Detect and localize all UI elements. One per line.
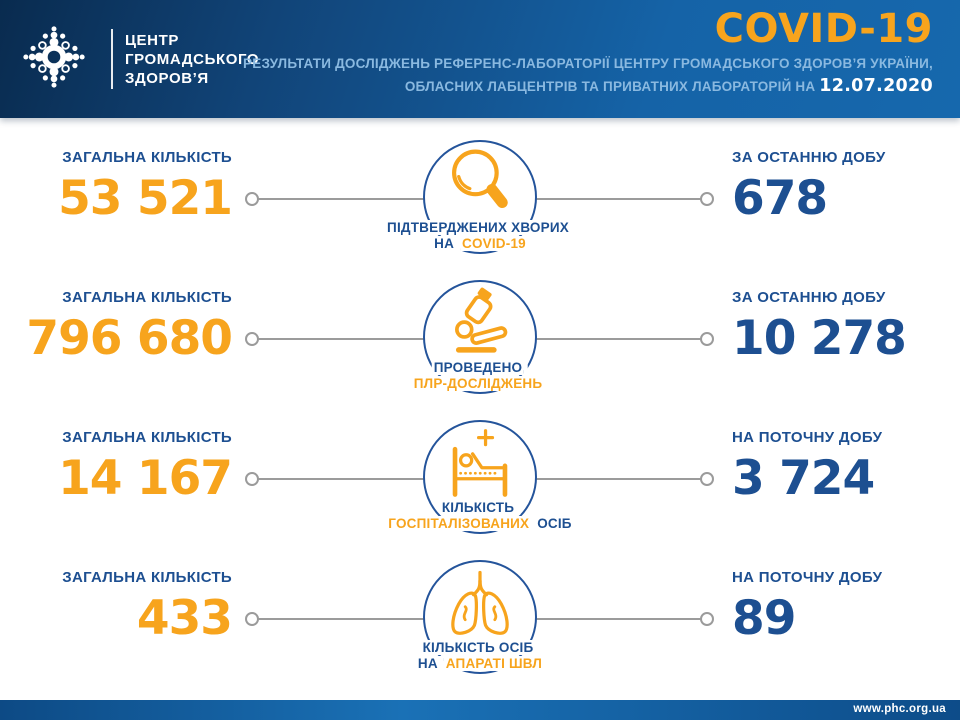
- stat-label: ЗАГАЛЬНА КІЛЬКІСТЬ: [62, 149, 232, 166]
- total-stat: [0, 410, 232, 509]
- connector-endpoint: [245, 472, 259, 486]
- stat-value: 10 278: [732, 311, 906, 366]
- stat-label: ЗА ОСТАННЮ ДОБУ: [732, 289, 886, 306]
- stat-value: 433: [136, 591, 232, 646]
- covid-title: COVID-19: [714, 6, 933, 52]
- caption-line: ПРОВЕДЕНО: [412, 360, 549, 376]
- caption-line: НА АПАРАТІ ШВЛ: [417, 656, 543, 671]
- stat-row-confirmed: [0, 130, 960, 270]
- stat-value: 14 167: [58, 451, 232, 506]
- header: [0, 0, 960, 118]
- caption-line: ПІДТВЕРДЖЕНИХ ХВОРИХ: [385, 220, 575, 236]
- stat-label: ЗАГАЛЬНА КІЛЬКІСТЬ: [62, 429, 232, 446]
- caption-line: КІЛЬКІСТЬ ОСІБ: [416, 640, 544, 656]
- stat-row-hospitalized: [0, 410, 960, 550]
- stat-label: НА ПОТОЧНУ ДОБУ: [732, 569, 883, 586]
- icon-caption: [385, 220, 575, 252]
- report-date: 12.07.2020: [819, 76, 933, 96]
- total-stat: [0, 550, 232, 649]
- hospital-bed-icon: [443, 427, 517, 501]
- connector-endpoint: [700, 332, 714, 346]
- stat-row-pcr-tests: [0, 270, 960, 410]
- footer-url: www.phc.org.ua: [853, 703, 946, 715]
- phc-logo-icon: [12, 15, 96, 99]
- caption-line: КІЛЬКІСТЬ: [386, 500, 573, 516]
- stat-label: ЗАГАЛЬНА КІЛЬКІСТЬ: [62, 289, 232, 306]
- footer-bar: [0, 700, 960, 720]
- subtitle-line1: РЕЗУЛЬТАТИ ДОСЛІДЖЕНЬ РЕФЕРЕНС-ЛАБОРАТОРІЇ ЦЕНТРУ ГРОМАДСЬКОГО ЗДОРОВ’Я УКРАЇНИ,: [243, 56, 933, 71]
- org-name-line: ЦЕНТР: [125, 32, 179, 49]
- connector-endpoint: [700, 612, 714, 626]
- icon-caption: [412, 360, 549, 392]
- total-stat: [0, 270, 232, 369]
- stat-value: 678: [732, 171, 828, 226]
- stat-value: 89: [732, 591, 796, 646]
- lungs-icon: [443, 567, 517, 641]
- subtitle-line2: [405, 76, 933, 96]
- connector-endpoint: [245, 192, 259, 206]
- org-name-line: ГРОМАДСЬКОГО: [125, 51, 260, 68]
- stat-row-ventilated: [0, 550, 960, 690]
- connector-endpoint: [700, 192, 714, 206]
- caption-line: НА COVID-19: [434, 236, 526, 251]
- daily-stat: [732, 550, 960, 649]
- stat-value: 3 724: [732, 451, 875, 506]
- stat-label: НА ПОТОЧНУ ДОБУ: [732, 429, 883, 446]
- stat-value: 53 521: [58, 171, 232, 226]
- connector-endpoint: [700, 472, 714, 486]
- daily-stat: [732, 130, 960, 229]
- icon-caption: [416, 640, 544, 672]
- daily-stat: [732, 410, 960, 509]
- icon-caption: [386, 500, 573, 532]
- connector-endpoint: [245, 612, 259, 626]
- daily-stat: [732, 270, 960, 369]
- org-name: [125, 31, 259, 88]
- microscope-icon: [443, 287, 517, 361]
- stat-rows: [0, 130, 960, 690]
- total-stat: [0, 130, 232, 229]
- logo-divider: [111, 29, 113, 89]
- caption-line: ПЛР-ДОСЛІДЖЕНЬ: [412, 376, 549, 392]
- magnifier-icon: [443, 147, 517, 221]
- subtitle-line2-text: ОБЛАСНИХ ЛАБЦЕНТРІВ ТА ПРИВАТНИХ ЛАБОРАТОРІЙ НА: [404, 79, 820, 94]
- stat-value: 796 680: [26, 311, 232, 366]
- stat-label: ЗА ОСТАННЮ ДОБУ: [732, 149, 886, 166]
- connector-endpoint: [245, 332, 259, 346]
- stat-label: ЗАГАЛЬНА КІЛЬКІСТЬ: [62, 569, 232, 586]
- org-name-line: ЗДОРОВ’Я: [125, 70, 209, 87]
- caption-line: ГОСПІТАЛІЗОВАНИХ ОСІБ: [388, 516, 572, 531]
